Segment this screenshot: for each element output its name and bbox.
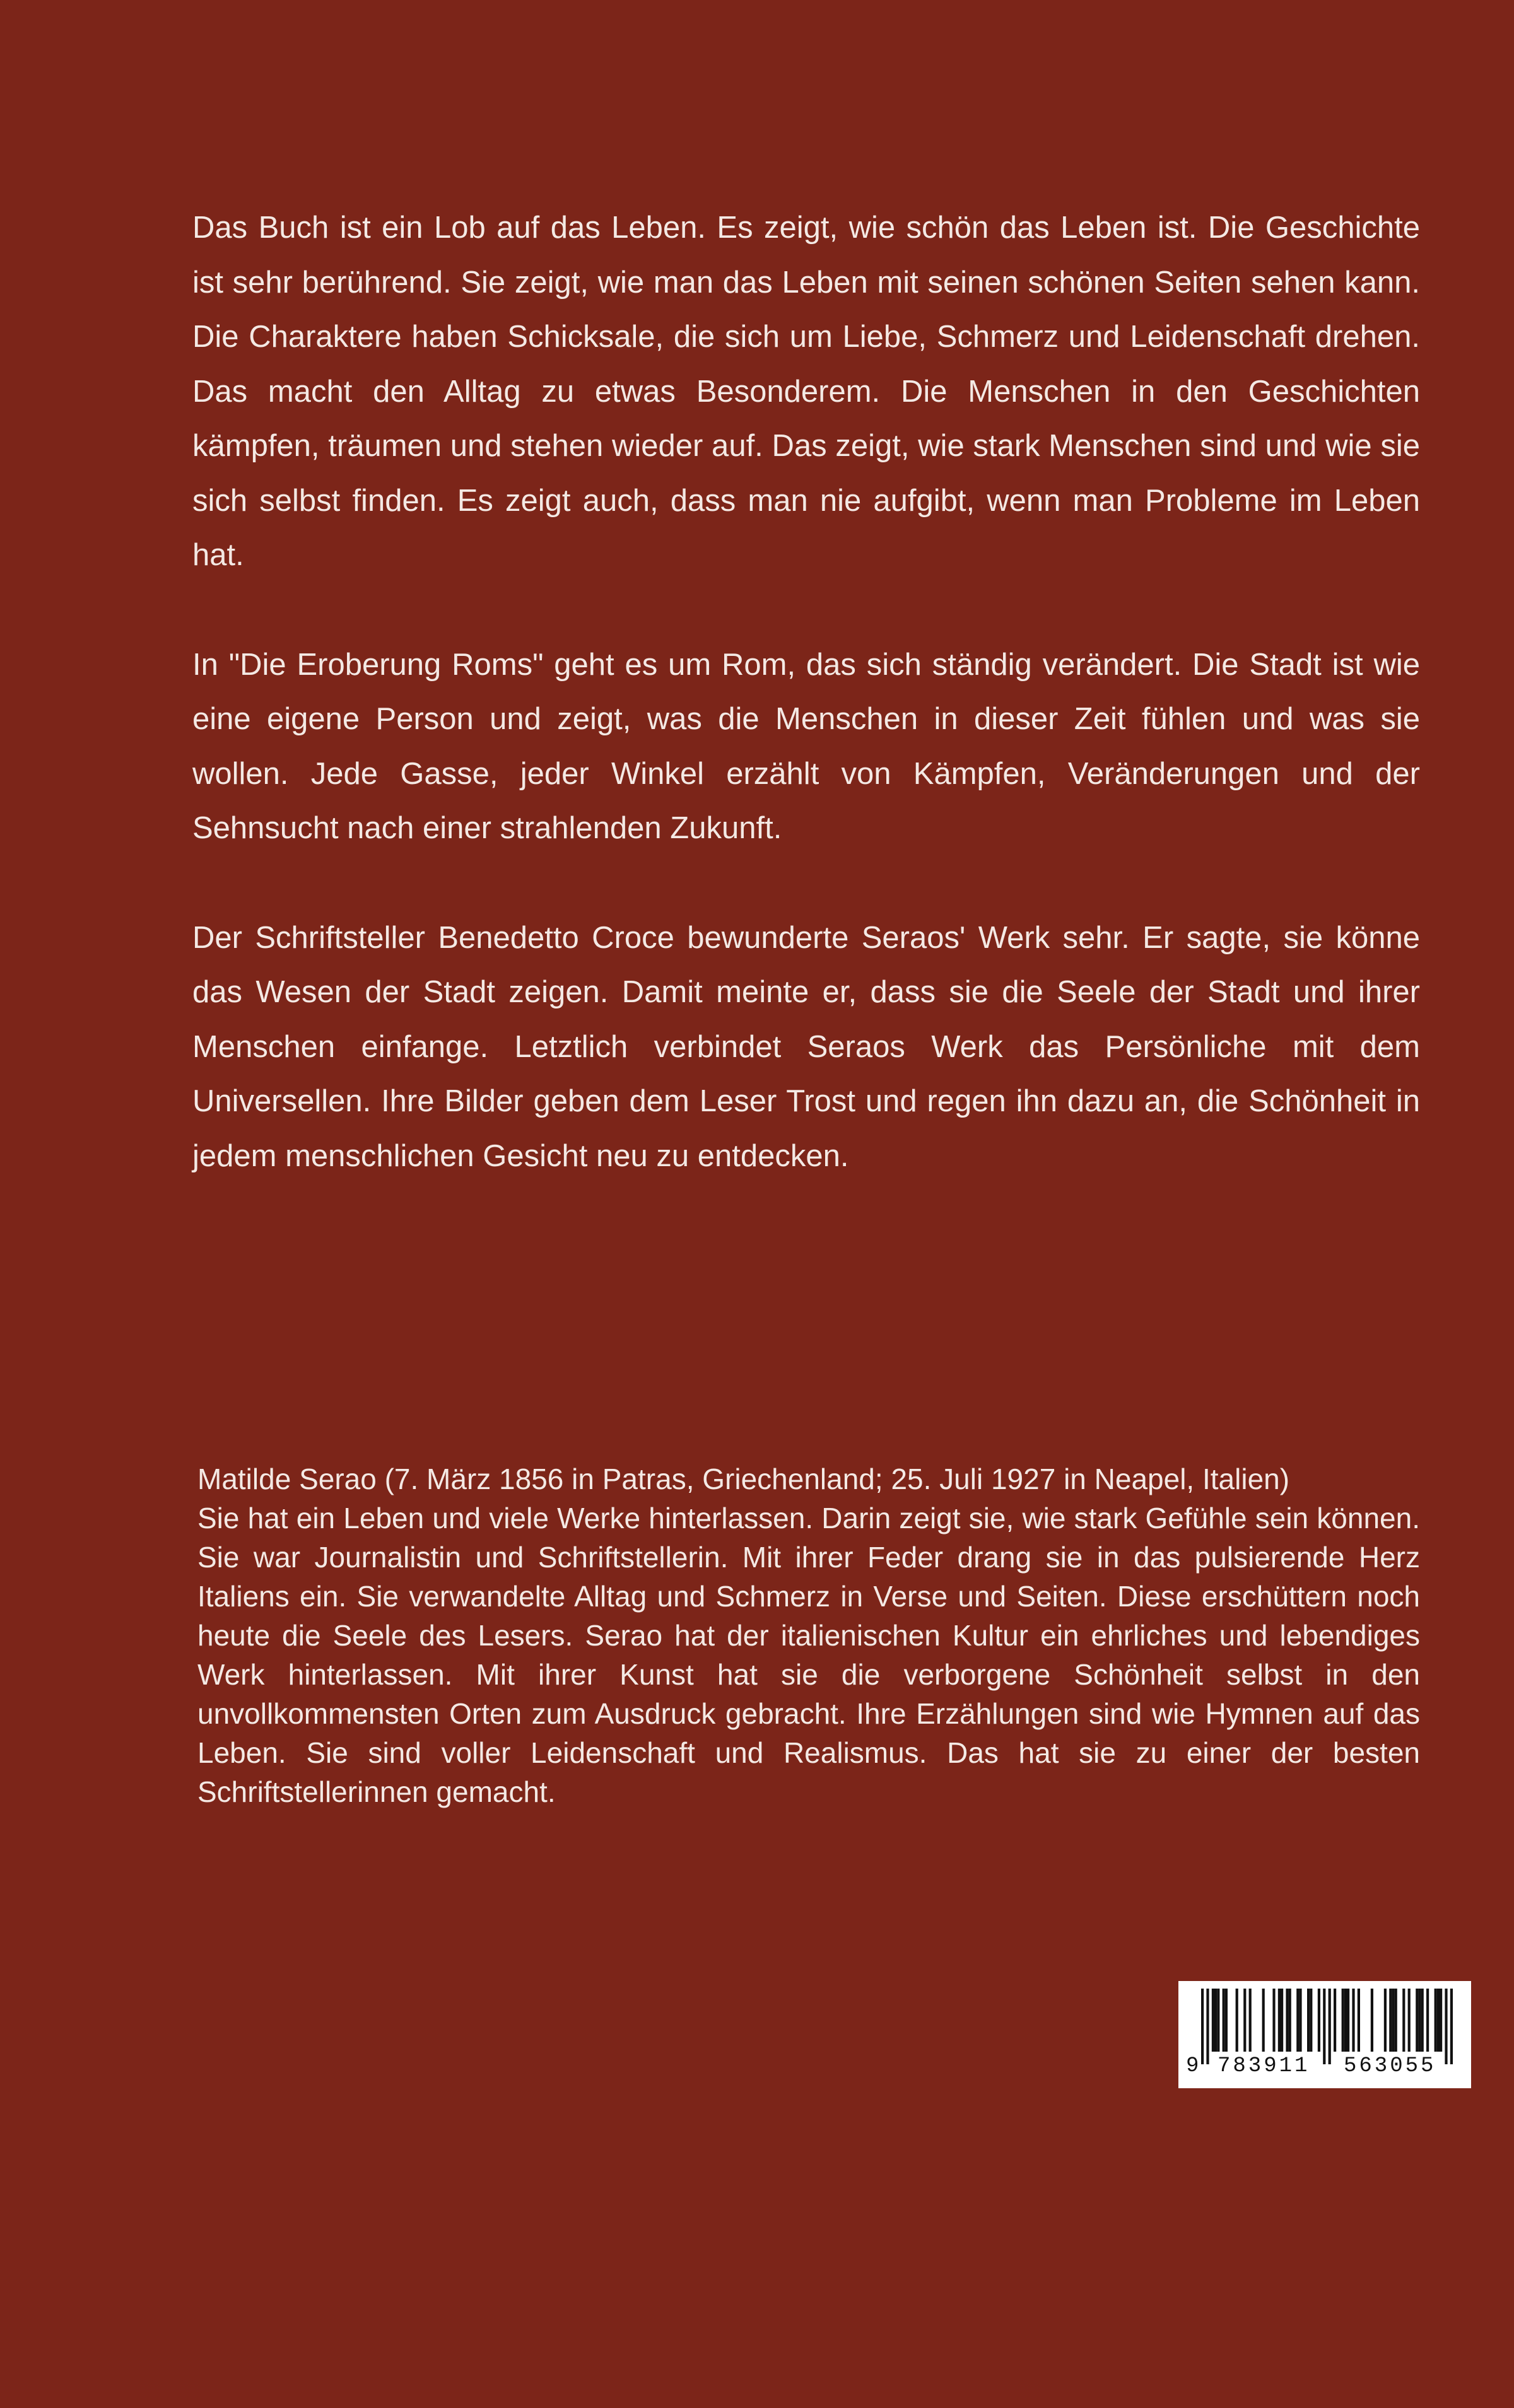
barcode-bar — [1352, 1989, 1354, 2052]
book-blurb — [192, 201, 1420, 1238]
blurb-paragraph-2: In "Die Eroberung Roms" geht es um Rom, das sich ständig verändert. Die Stadt ist wie eine eigene Person und zeigt, was die Menschen in dieser Zeit fühlen und was sie wollen. Jede Gasse, jeder Winkel erzählt von Kämpfen, Veränderungen und der Sehnsucht nach einer strahlenden Zukunft. — [192, 647, 1420, 845]
barcode-bar — [1299, 1989, 1301, 2052]
barcode-bar — [1392, 1989, 1394, 2052]
barcode-bar — [1358, 1989, 1360, 2052]
barcode-bar — [1262, 1989, 1265, 2052]
barcode-bar — [1225, 1989, 1228, 2052]
barcode-bar — [1212, 1989, 1214, 2052]
blurb-paragraph-1: Das Buch ist ein Lob auf das Leben. Es zeigt, wie schön das Leben ist. Die Geschichte ist sehr berührend. Sie zeigt, wie man das Leben mit seinen schönen Seiten sehen kann. Die Charaktere haben Schicksale, die sich um Liebe, Schmerz und Leidenschaft drehen. Das macht den Alltag zu etwas Besonderem. Die Menschen in den Geschichten kämpfen, träumen und stehen wieder auf. Das zeigt, wie stark Menschen sind und wie sie sich selbst finden. Es zeigt auch, dass man nie aufgibt, wenn man Probleme im Leben hat. — [192, 211, 1420, 572]
barcode-bar — [1289, 1989, 1291, 2052]
barcode-guard-bar — [1323, 1989, 1325, 2064]
barcode-guard-bar — [1206, 1989, 1209, 2064]
barcode-bar — [1334, 1989, 1336, 2052]
barcode-bar — [1223, 1989, 1225, 2052]
barcode-bar — [1310, 1989, 1312, 2052]
barcode-bar — [1408, 1989, 1411, 2052]
isbn-left-group: 783911 — [1218, 2054, 1310, 2078]
barcode-bar — [1281, 1989, 1283, 2052]
barcode-bar — [1236, 1989, 1238, 2052]
barcode-bar — [1389, 1989, 1392, 2052]
barcode-guard-bar — [1201, 1989, 1204, 2064]
barcode-bar — [1437, 1989, 1440, 2052]
barcode-bar — [1416, 1989, 1418, 2052]
barcode-bar — [1395, 1989, 1397, 2052]
barcode-bar — [1214, 1989, 1217, 2052]
barcode-bar — [1371, 1989, 1373, 2052]
barcode-bar — [1342, 1989, 1344, 2052]
barcode-bar — [1418, 1989, 1421, 2052]
barcode-bar — [1402, 1989, 1405, 2052]
barcode-bar — [1344, 1989, 1347, 2052]
barcode-bar — [1217, 1989, 1219, 2052]
barcode-bar — [1384, 1989, 1387, 2052]
barcode-bar — [1278, 1989, 1281, 2052]
barcode-bar — [1296, 1989, 1299, 2052]
isbn-barcode — [1178, 1981, 1471, 2088]
barcode-bar — [1421, 1989, 1424, 2052]
author-bio — [197, 1459, 1420, 1811]
barcode-bar — [1272, 1989, 1275, 2052]
barcode-bar — [1243, 1989, 1246, 2052]
isbn-right-group: 563055 — [1344, 2054, 1436, 2078]
barcode-bar — [1347, 1989, 1349, 2052]
isbn-lead-digit: 9 — [1186, 2054, 1200, 2078]
author-bio-heading: Matilde Serao (7. März 1856 in Patras, Griechenland; 25. Juli 1927 in Neapel, Italien) — [197, 1463, 1290, 1495]
barcode-bar — [1249, 1989, 1252, 2052]
blurb-paragraph-3: Der Schriftsteller Benedetto Croce bewunderte Seraos' Werk sehr. Er sagte, sie könne das Wesen der Stadt zeigen. Damit meinte er, dass sie die Seele der Stadt und ihrer Menschen einfange. Letztlich verbindet Seraos Werk das Persönliche mit dem Universellen. Ihre Bilder geben dem Leser Trost und regen ihn dazu an, die Schönheit in jedem menschlichen Gesicht neu zu entdecken. — [192, 920, 1420, 1173]
barcode-bar — [1435, 1989, 1437, 2052]
barcode-bar — [1307, 1989, 1310, 2052]
barcode-bar — [1440, 1989, 1442, 2052]
barcode-guard-bar — [1450, 1989, 1453, 2064]
barcode-bar — [1286, 1989, 1288, 2052]
barcode-guard-bar — [1445, 1989, 1447, 2064]
barcode-bar — [1426, 1989, 1429, 2052]
author-bio-text: Sie hat ein Leben und viele Werke hinterlassen. Darin zeigt sie, wie stark Gefühle sein können. Sie war Journalistin und Schriftstellerin. Mit ihrer Feder drang sie in das pulsierende Herz Italiens ein. Sie verwandelte Alltag und Schmerz in Verse und Seiten. Diese erschüttern noch heute die Seele des Lesers. Serao hat der italienischen Kultur ein ehrliches und lebendiges Werk hinterlassen. Mit ihrer Kunst hat sie die verborgene Schönheit selbst in den unvollkommensten Orten zum Ausdruck gebracht. Ihre Erzählungen sind wie Hymnen auf das Leben. Sie sind voller Leidenschaft und Realismus. Das hat sie zu einer der besten Schriftstellerinnen gemacht. — [197, 1502, 1420, 1808]
barcode-bar — [1318, 1989, 1320, 2052]
barcode-guard-bar — [1329, 1989, 1331, 2064]
